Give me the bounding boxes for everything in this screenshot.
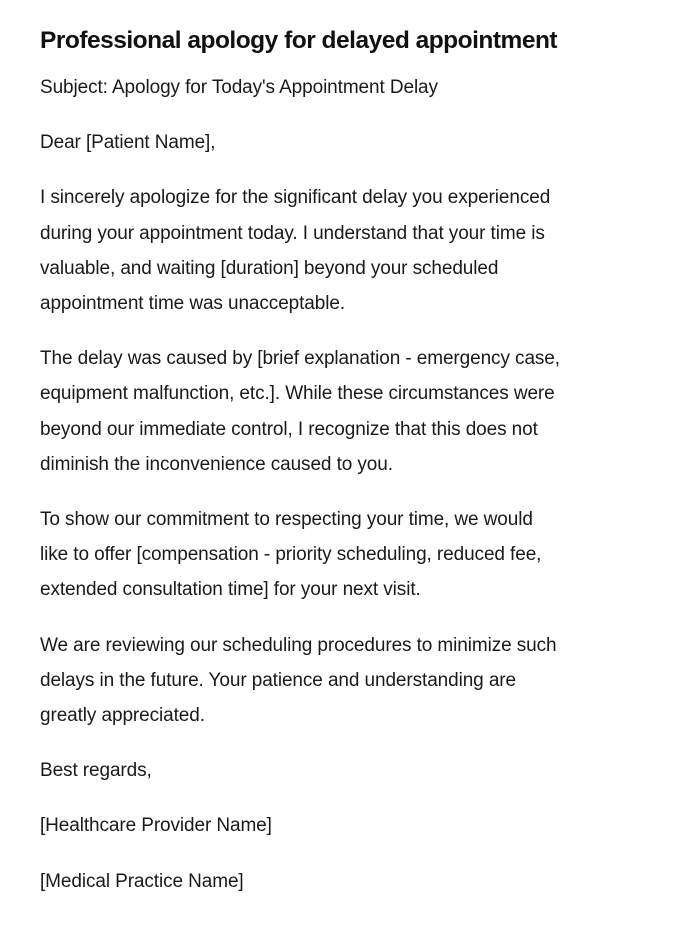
paragraph-apology [40,180,660,321]
paragraph-line: We are reviewing our scheduling procedures to minimize such [40,634,557,656]
paragraph-line: I sincerely apologize for the significant delay you experienced [40,187,551,209]
paragraph-line: during your appointment today. I understand that your time is [40,222,545,244]
practice-name: [Medical Practice Name] [40,870,244,892]
letter-document [40,22,660,919]
paragraph-line: greatly appreciated. [40,705,205,727]
paragraph-line: The delay was caused by [brief explanation - emergency case, [40,348,560,370]
paragraph-line: like to offer [compensation - priority scheduling, reduced fee, [40,544,542,566]
paragraph-line: valuable, and waiting [duration] beyond your scheduled [40,257,499,279]
paragraph-line: delays in the future. Your patience and understanding are [40,669,516,691]
provider-name: [Healthcare Provider Name] [40,815,272,837]
paragraph-compensation [40,502,660,608]
paragraph-line: extended consultation time] for your next visit. [40,579,421,601]
subject-line: Subject: Apology for Today's Appointment Delay [40,77,438,98]
paragraph-line: To show our commitment to respecting your time, we would [40,509,533,531]
salutation: Dear [Patient Name], [40,132,216,154]
paragraph-line: diminish the inconvenience caused to you. [40,453,393,475]
closing: Best regards, [40,760,152,782]
paragraph-line: equipment malfunction, etc.]. While these circumstances were [40,383,555,405]
paragraph-line: beyond our immediate control, I recognize that this does not [40,418,538,440]
paragraph-explanation [40,341,660,482]
paragraph-improvement [40,628,660,734]
paragraph-line: appointment time was unacceptable. [40,293,346,315]
page-title: Professional apology for delayed appointment [40,27,558,54]
